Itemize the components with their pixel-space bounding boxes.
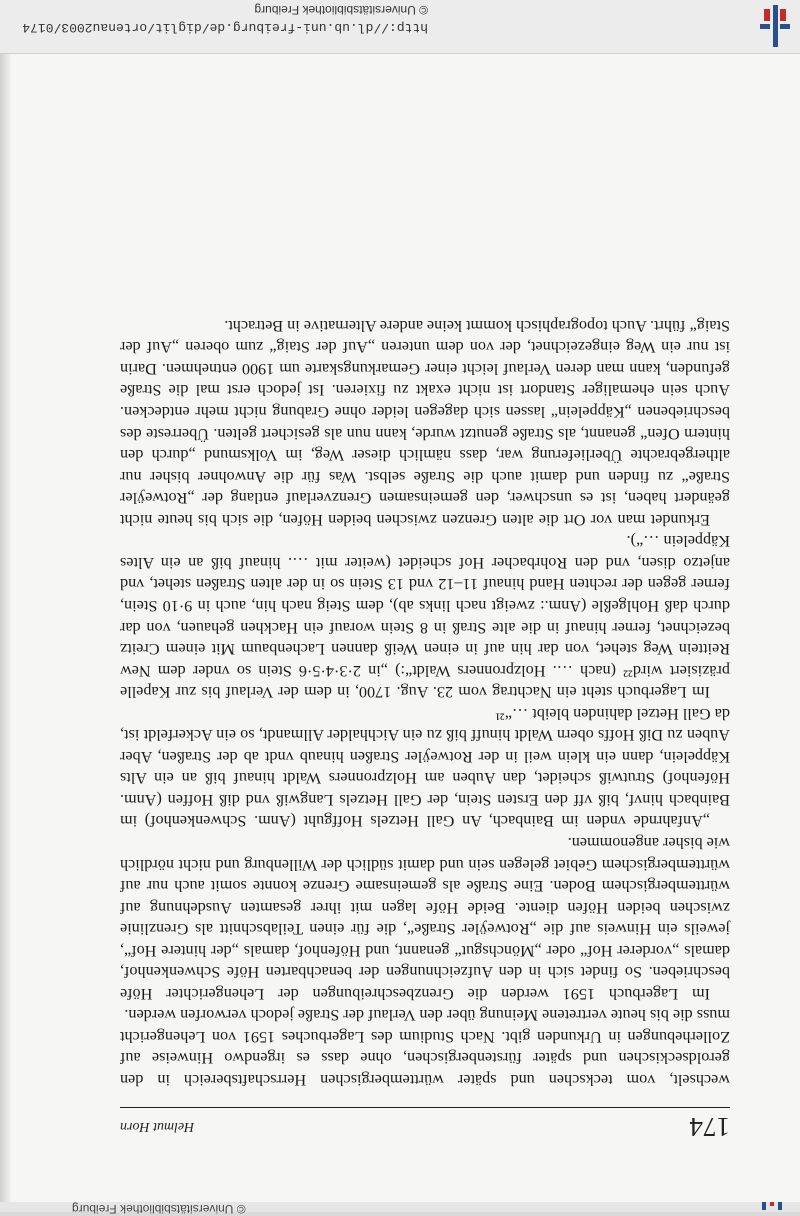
top-viewer-bar <box>0 1201 800 1216</box>
document-url-link[interactable]: http://dl.ub.uni-freiburg.de/diglit/ortenau2003/0174 <box>22 20 428 35</box>
page-edge-shadow <box>0 54 12 1202</box>
body-text <box>120 314 730 1090</box>
running-author: Helmut Horn <box>120 1119 195 1134</box>
paragraph: Im Lagerbuch 1591 werden die Grenzbeschreibungen der Lehengerichter Höfe beschrieben. So findet sich in den Aufzeichnungen der benachbarten Höfe Schwenkenhof, damals „vorderer Hof“ oder „Mönchsgut“ genannt, und Höfenhof, damals „der hintere Hof“, jeweils ein Hinweis auf die „Rotweÿler Straße“, die für einen Teilabschnitt als Grenzlinie zwischen beiden Höfen diente. Beide Höfe lagen mit ihrer gesamten Ausdehnung auf württembergischem Boden. Eine Straße als gemeinsame Grenze konnte somit auch nur auf württembergischem Gebiet gelegen sein und damit südlich der Willenburg und nicht nördlich wie bisher angenommen. <box>120 833 730 1003</box>
paragraph: Erkundet man vor Ort die alten Grenzen zwischen beiden Höfen, die sich bis heute nicht geändert haben, ist es unschwer, den gemeinsamen Grenzverlauf entlang der „Rotweÿler Straße“ zu finden und damit auch die Straße selbst. Was für die Anwohner bisher nur althergebrachte Überlieferung war, dass nämlich dieser Weg, im Volksmund „durch den hintern Ofen“ genannt, als Straße genutzt wurde, kann nun als gesichert gelten. Überreste des beschriebenen „Käppelein“ lassen sich dagegen leider ohne Grabung nicht mehr entdecken. Auch sein ehemaliger Standort ist nicht exakt zu fixieren. Ist jedoch erst mal die Straße gefunden, kann man deren Verlauf leicht einer Gemarkungskarte um 1900 entnehmen. Darin ist nur ein Weg eingezeichnet, der von dem unteren „Auf der Staig“ zum oberen „Auf der Staig“ führt. Auch topographisch kommt keine andere Alternative in Betracht. <box>120 316 730 529</box>
paragraph: Im Lagerbuch steht ein Nachtrag vom 23. Aug. 1700, in dem der Verlauf bis zur Kapelle präzisiert wird²² (nach …. Holzpronners Waldt“:) „in 2·3·4·5·6 Stein so vnder dem New Reittein Weg stehet, von dar hin auf in einen Weiß dannen Lachenbaum Mit einem Creitz bezeichnet, ferner hinauf in die alte Straß in 8 Stein worauf ein Hackhen gehauen, von dar durch daß Hohlgeßle (Anm.: zweigt nach links ab), dem Steig nach hin, auch in 9·10 Stein, ferner gegen der rechten Hand hinauf 11–12 vnd 13 Stein so in der alten Straßen stehet, vnd anjetzo disen, vnd den Rohrbacher Hof scheidet (weiter mit …. hinauf biß an ein Altes Käppelein …“). <box>120 532 730 702</box>
running-header <box>120 1107 730 1142</box>
bottom-viewer-bar <box>0 0 800 54</box>
paragraph: „Anfahrnde vnden im Bainbach, An Gall Hetzels Hoffguht (Anm. Schwenkenhof) im Bainbach hinvf, biß vff den Ersten Stein, der Gall Hetzels Langwiß vnd diß Hoffen (Anm. Höfenhof) Strutwiß scheidet, dan Auben am Holzpronners Waldt hinauf biß an ein Alts Käppelein, dann ein klein weil in der Rotweÿler Straßen hinaub vndt ab der Straßen, Aber Auben zu Diß Hoffs obern Waldt hinuff biß zu ein Aichhalder Allmandt, so ein Ackerfeldt ist, da Gall Hetzel dahinden bleibt …“²¹ <box>120 704 730 831</box>
paragraph: wechselt, vom teckschen und später württembergischen Herrschaftsbereich in den geroldseckischen und später fürstenbergischen, ohne dass es irgendwo Hinweise auf Zollerhebungen in Urkunden gibt. Nach Studium des Lagerbuches 1591 von Lehengericht muss die bis heute vertretene Meinung über den Verlauf der Straße jedoch verworfen werden. <box>120 1006 730 1089</box>
page-number: 174 <box>689 1112 730 1142</box>
top-library-label: © Universitätsbibliothek Freiburg <box>72 1202 246 1216</box>
scanned-page <box>0 54 800 1202</box>
copyright-notice: © Universitätsbibliothek Freiburg <box>254 3 428 17</box>
university-logo-icon <box>756 3 796 49</box>
